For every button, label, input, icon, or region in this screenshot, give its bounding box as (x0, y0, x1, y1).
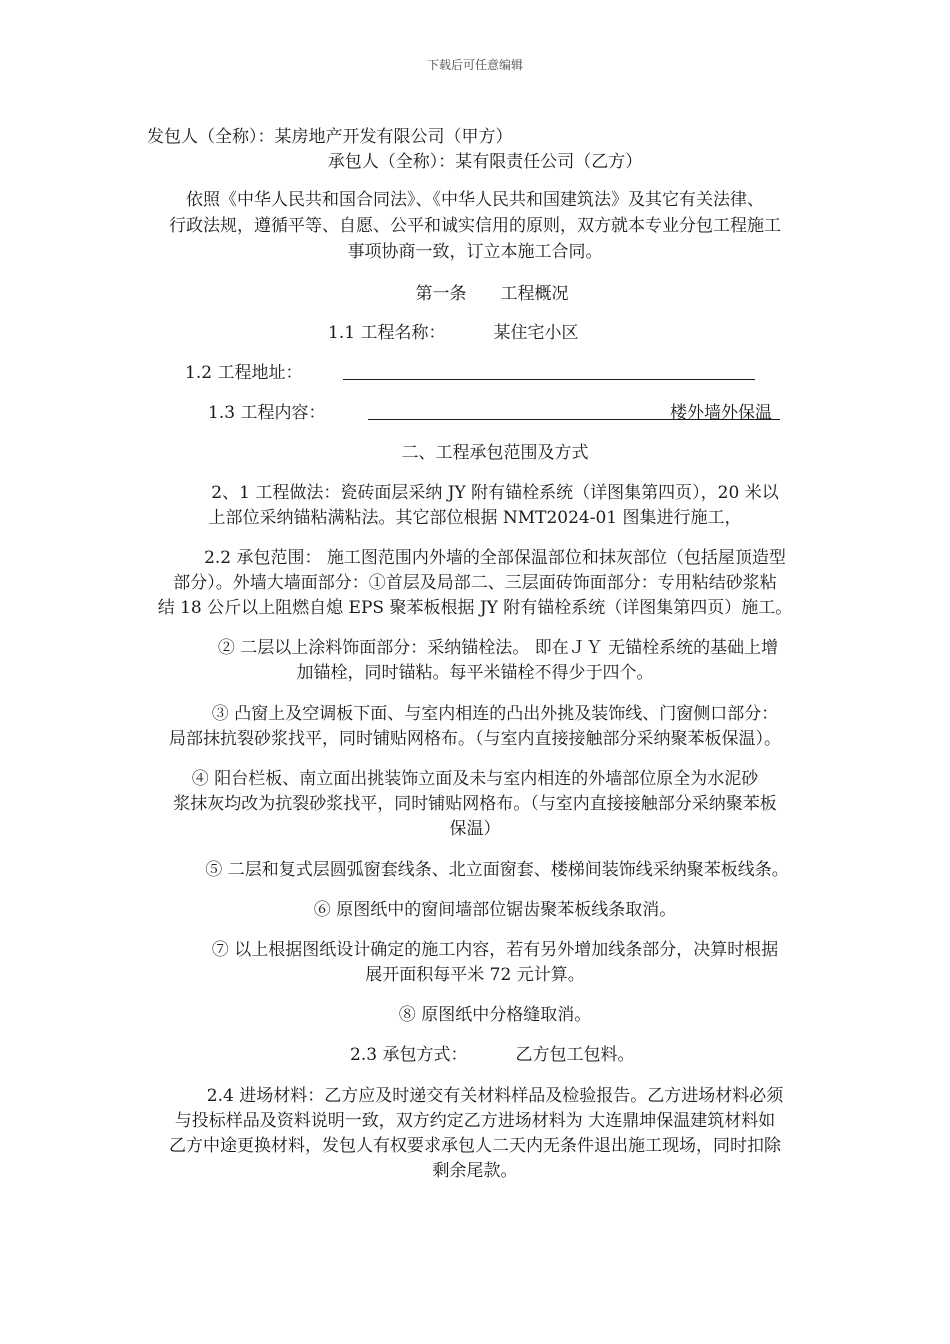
item-8-line: ⑧ 原图纸中分格缝取消。 (398, 1005, 592, 1025)
clause-2-4-line-3: 乙方中途更换材料，发包人有权要求承包人二天内无条件退出施工现场，同时扣除 (169, 1136, 781, 1156)
project-content-label: 1.3 工程内容： (208, 403, 326, 423)
clause-2-1-line-1: 2、1 工程做法：瓷砖面层采纳 JY 附有锚栓系统（详图集第四页），20 米以 (211, 483, 779, 503)
item-6-line: ⑥ 原图纸中的窗间墙部位锯齿聚苯板线条取消。 (313, 900, 677, 920)
item-4-line-3: 保温） (449, 819, 501, 839)
project-address-blank (343, 379, 755, 380)
employer-line: 发包人（全称）：某房地产开发有限公司（甲方） (147, 127, 513, 147)
article-2-title: 二、工程承包范围及方式 (401, 443, 589, 463)
clause-2-4-line-4: 剩余尾款。 (432, 1161, 518, 1181)
clause-2-4-line-2: 与投标样品及资料说明一致，双方约定乙方进场材料为 大连鼎坤保温建筑材料如 (174, 1111, 776, 1131)
item-4-line-2: 浆抹灰均改为抗裂砂浆找平，同时铺贴网格布。（与室内直接接触部分采纳聚苯板 (173, 794, 777, 814)
intro-line-3: 事项协商一致，订立本施工合同。 (347, 242, 603, 262)
clause-2-2-line-1: 2.2 承包范围： 施工图范围内外墙的全部保温部位和抹灰部位（包括屋顶造型 (204, 548, 786, 568)
item-4-line-1: ④ 阳台栏板、南立面出挑装饰立面及未与室内相连的外墙部位原全为水泥砂 (191, 769, 759, 789)
article-1-title: 第一条 工程概况 (415, 284, 569, 304)
project-content-value: 楼外墙外保温 (670, 403, 772, 423)
item-3-line-1: ③ 凸窗上及空调板下面、与室内相连的凸出外挑及装饰线、门窗侧口部分： (211, 704, 779, 724)
project-address-label: 1.2 工程地址： (185, 363, 303, 383)
item-7-line-1: ⑦ 以上根据图纸设计确定的施工内容，若有另外增加线条部分，决算时根据 (211, 940, 779, 960)
project-address-row (185, 361, 950, 385)
project-name-row (328, 321, 950, 345)
page-header-note: 下载后可任意编辑 (426, 58, 523, 72)
clause-2-2-line-3: 结 18 公斤以上阻燃自熄 EPS 聚苯板根据 JY 附有锚栓系统（详图集第四页）施工。 (157, 598, 793, 618)
intro-line-1: 依照《中华人民共和国合同法》、《中华人民共和国建筑法》及其它有关法律、 (186, 190, 764, 210)
contractor-line: 承包人（全称）：某有限责任公司（乙方） (327, 152, 643, 172)
clause-2-1-line-2: 上部位采纳锚粘满粘法。其它部位根据 NMT2024-01 图集进行施工， (208, 508, 742, 528)
project-name-value: 某住宅小区 (493, 323, 579, 343)
clause-2-2-line-2: 部分）。外墙大墙面部分：①首层及局部二、三层面砖饰面部分：专用粘结砂浆粘 (173, 573, 777, 593)
item-7-line-2: 展开面积每平米 72 元计算。 (365, 965, 585, 985)
item-3-line-2: 局部抹抗裂砂浆找平，同时铺贴网格布。（与室内直接接触部分采纳聚苯板保温）。 (169, 729, 781, 749)
intro-line-2: 行政法规，遵循平等、自愿、公平和诚实信用的原则，双方就本专业分包工程施工 (169, 216, 781, 236)
clause-2-3-value: 乙方包工包料。 (515, 1045, 635, 1065)
project-name-label: 1.1 工程名称： (328, 323, 446, 343)
item-2-line-2: 加锚栓，同时锚粘。每平米锚栓不得少于四个。 (296, 663, 654, 683)
clause-2-3-row (350, 1043, 950, 1067)
item-2-line-1: ② 二层以上涂料饰面部分：采纳锚栓法。 即在ＪＹ 无锚栓系统的基础上增 (217, 638, 779, 658)
clause-2-4-line-1: 2.4 进场材料：乙方应及时递交有关材料样品及检验报告。乙方进场材料必须 (206, 1086, 784, 1106)
item-5-line: ⑤ 二层和复式层圆弧窗套线条、北立面窗套、楼梯间装饰线采纳聚苯板线条。 (205, 860, 789, 880)
clause-2-3-label: 2.3 承包方式： (350, 1045, 468, 1065)
